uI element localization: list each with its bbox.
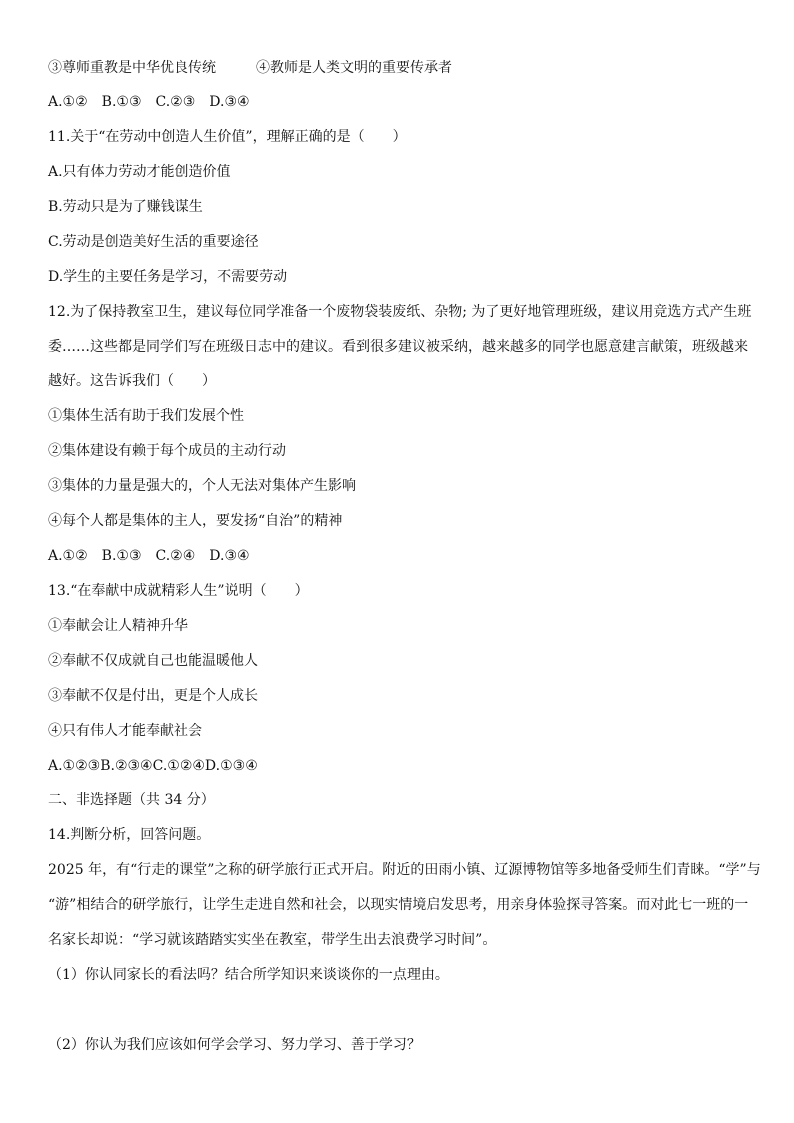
section-title: 二、非选择题（共 34 分）	[48, 792, 215, 808]
q12-stem-line-1: 12.为了保持教室卫生，建议每位同学准备一个废物袋装废纸、杂物; 为了更好地管理班级，建议用竞选方式产生班	[48, 304, 752, 320]
q14-stem: 14.判断分析，回答问题。	[48, 827, 211, 843]
q14-paragraph-line-2: “游”相结合的研学旅行，让学生走进自然和社会，以现实情境启发思考，用亲身体验探寻答案。而对此七一班的一	[48, 897, 749, 913]
q13-stem: 13.“在奉献中成就精彩人生”说明（ ）	[48, 583, 309, 599]
q13-choices: A.①②③B.②③④C.①②④D.①③④	[48, 758, 258, 774]
q14-subquestion-2: （2）你认为我们应该如何学会学习、努力学习、善于学习？	[48, 1037, 421, 1053]
q13-option-2: ②奉献不仅成就自己也能温暖他人	[48, 653, 258, 669]
q11-option-b: B.劳动只是为了赚钱谋生	[48, 199, 203, 215]
q12-option-2: ②集体建设有赖于每个成员的主动行动	[48, 443, 286, 459]
prev-option-3: ③尊师重教是中华优良传统	[48, 60, 216, 76]
prev-option-4: ④教师是人类文明的重要传承者	[256, 60, 452, 76]
q11-option-c: C.劳动是创造美好生活的重要途径	[48, 234, 259, 250]
prev-options-row	[48, 59, 768, 77]
q11-option-a: A.只有体力劳动才能创造价值	[48, 164, 231, 180]
q12-option-1: ①集体生活有助于我们发展个性	[48, 408, 244, 424]
q13-option-4: ④只有伟人才能奉献社会	[48, 723, 202, 739]
q13-option-1: ①奉献会让人精神升华	[48, 618, 188, 634]
q11-stem: 11.关于“在劳动中创造人生价值”，理解正确的是（ ）	[48, 129, 407, 145]
prev-choices: A.①② B.①③ C.②③ D.③④	[48, 94, 250, 110]
q14-paragraph-line-1: 2025 年，有“行走的课堂”之称的研学旅行正式开启。附近的田雨小镇、辽源博物馆等多地备受师生们青睐。“学”与	[48, 862, 761, 878]
q12-option-3: ③集体的力量是强大的，个人无法对集体产生影响	[48, 478, 356, 494]
q12-stem-line-2: 委……这些都是同学们写在班级日志中的建议。看到很多建议被采纳，越来越多的同学也愿意建言献策，班级越来	[48, 339, 748, 355]
q12-option-4: ④每个人都是集体的主人，要发扬“自治”的精神	[48, 513, 343, 529]
q12-choices: A.①② B.①③ C.②④ D.③④	[48, 548, 250, 564]
q14-subquestion-1: （1）你认同家长的看法吗？结合所学知识来谈谈你的一点理由。	[48, 967, 449, 983]
q12-stem-line-3: 越好。这告诉我们（ ）	[48, 373, 216, 389]
q14-paragraph-line-3: 名家长却说：“学习就该踏踏实实坐在教室，带学生出去浪费学习时间”。	[48, 932, 497, 948]
q13-option-3: ③奉献不仅是付出，更是个人成长	[48, 688, 258, 704]
q11-option-d: D.学生的主要任务是学习，不需要劳动	[48, 269, 288, 285]
